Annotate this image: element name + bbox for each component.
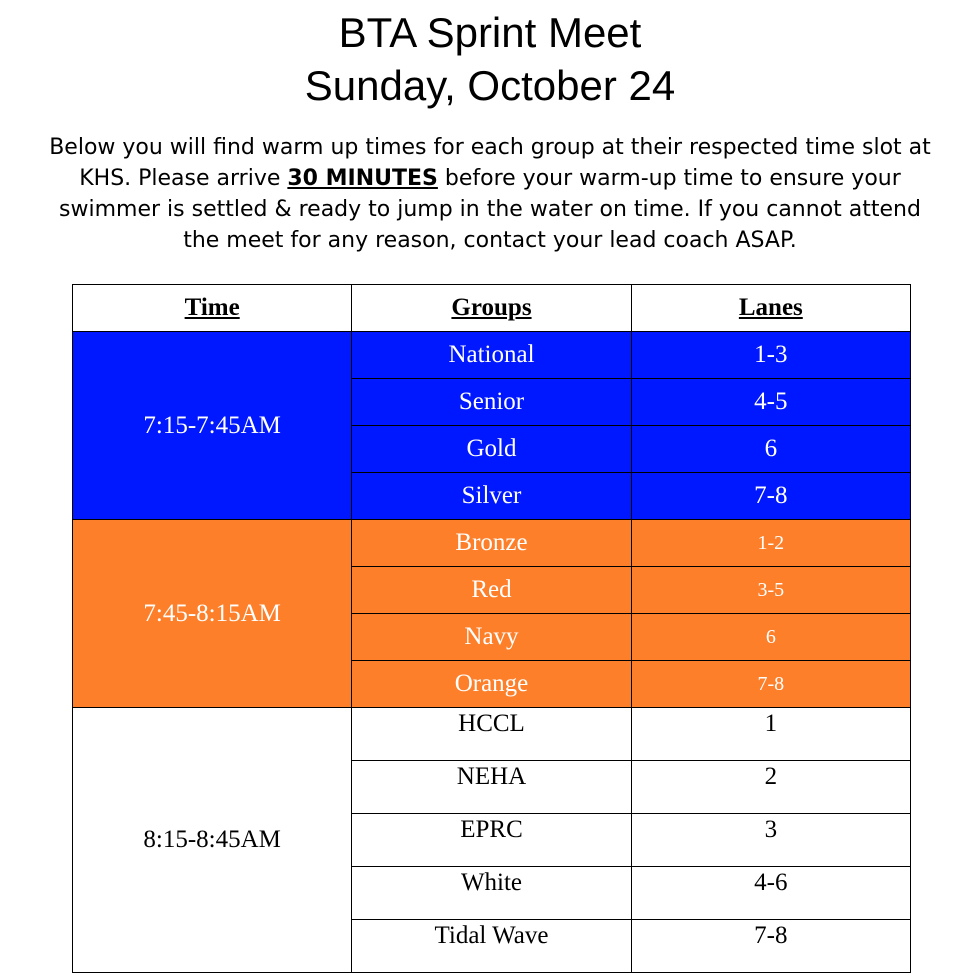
intro-line-2-after: before your warm-up time to ensure your xyxy=(437,166,901,191)
table-row xyxy=(73,708,911,761)
group-cell: Gold xyxy=(352,426,631,473)
group-cell: Orange xyxy=(352,661,631,708)
table-header-row xyxy=(73,285,911,332)
intro-line-4: the meet for any reason, contact your lead coach ASAP. xyxy=(183,228,797,253)
group-cell: White xyxy=(352,867,631,920)
intro-paragraph xyxy=(0,132,980,256)
group-cell: Navy xyxy=(352,614,631,661)
lanes-cell: 7-8 xyxy=(631,473,910,520)
time-slot-3: 8:15-8:45AM xyxy=(73,708,352,973)
group-cell: Red xyxy=(352,567,631,614)
lanes-cell: 1-2 xyxy=(631,520,910,567)
warmup-schedule-table xyxy=(72,284,911,973)
table-row xyxy=(73,332,911,379)
group-cell: Bronze xyxy=(352,520,631,567)
lanes-cell: 6 xyxy=(631,614,910,661)
arrival-emphasis: 30 MINUTES xyxy=(287,166,438,191)
lanes-cell: 7-8 xyxy=(631,920,910,973)
intro-line-3: swimmer is settled & ready to jump in the water on time. If you cannot attend xyxy=(59,197,921,222)
intro-line-1: Below you will find warm up times for each group at their respected time slot at xyxy=(49,135,931,160)
table-row xyxy=(73,520,911,567)
time-slot-2: 7:45-8:15AM xyxy=(73,520,352,708)
time-slot-1: 7:15-7:45AM xyxy=(73,332,352,520)
lanes-cell: 1 xyxy=(631,708,910,761)
lanes-cell: 6 xyxy=(631,426,910,473)
lanes-cell: 7-8 xyxy=(631,661,910,708)
group-cell: National xyxy=(352,332,631,379)
lanes-cell: 4-6 xyxy=(631,867,910,920)
group-cell: HCCL xyxy=(352,708,631,761)
meet-date: Sunday, October 24 xyxy=(304,62,676,109)
header-groups: Groups xyxy=(352,285,631,332)
group-cell: Silver xyxy=(352,473,631,520)
header-lanes: Lanes xyxy=(631,285,910,332)
lanes-cell: 4-5 xyxy=(631,379,910,426)
intro-line-2-before: KHS. Please arrive xyxy=(79,166,288,191)
lanes-cell: 2 xyxy=(631,761,910,814)
header-time: Time xyxy=(73,285,352,332)
lanes-cell: 1-3 xyxy=(631,332,910,379)
group-cell: EPRC xyxy=(352,814,631,867)
lanes-cell: 3-5 xyxy=(631,567,910,614)
group-cell: Tidal Wave xyxy=(352,920,631,973)
group-cell: NEHA xyxy=(352,761,631,814)
lanes-cell: 3 xyxy=(631,814,910,867)
intro-line-2 xyxy=(0,163,980,194)
meet-title: BTA Sprint Meet xyxy=(338,9,642,56)
group-cell: Senior xyxy=(352,379,631,426)
